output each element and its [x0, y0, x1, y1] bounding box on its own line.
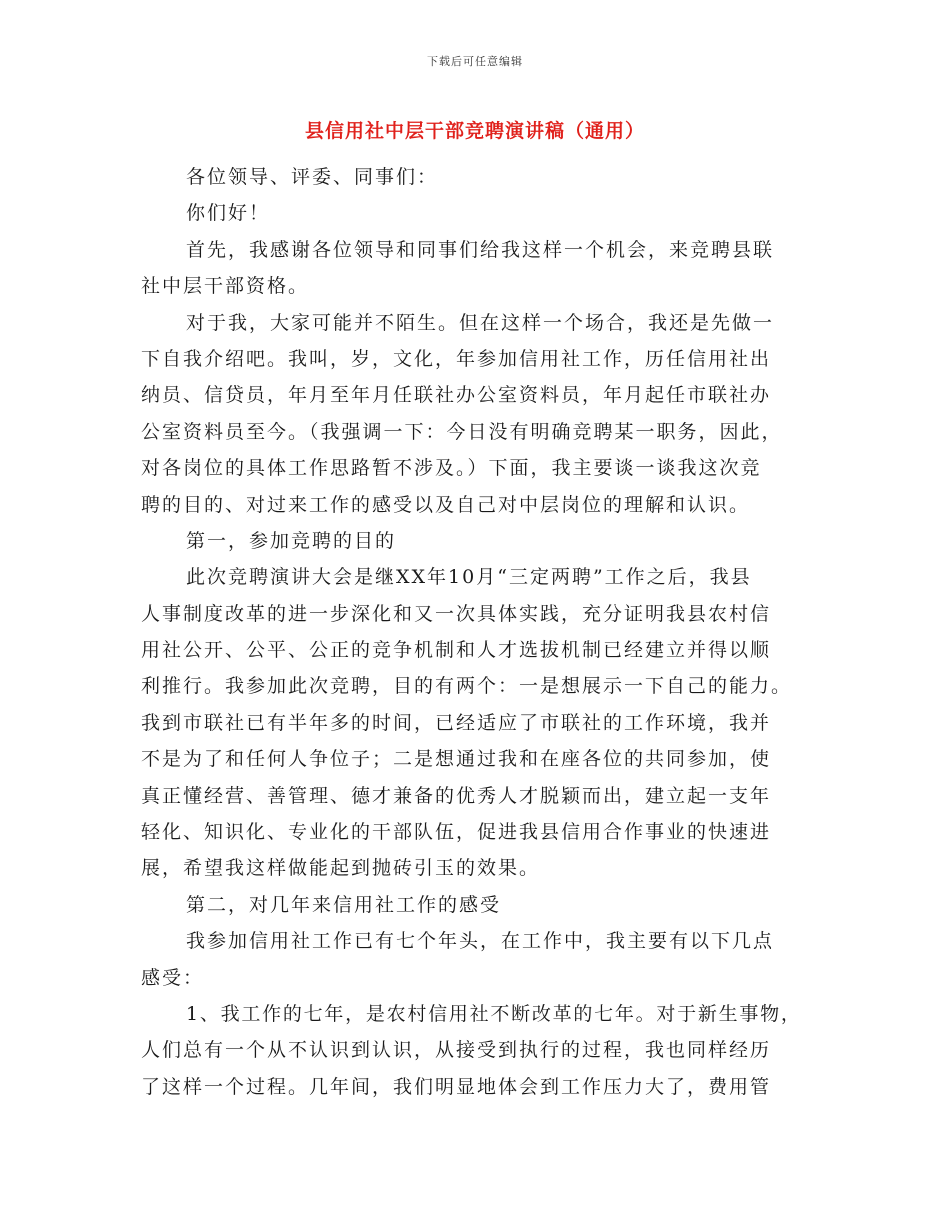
- paragraph-line: 第二，对几年来信用社工作的感受: [186, 893, 502, 916]
- paragraph-line: 了这样一个过程。几年间，我们明显地体会到工作压力大了，费用管: [141, 1075, 772, 1098]
- paragraph-line: 我到市联社已有半年多的时间，已经适应了市联社的工作环境，我并: [141, 711, 772, 734]
- paragraph-line: 首先，我感谢各位领导和同事们给我这样一个机会，来竞聘县联: [186, 238, 775, 261]
- paragraph-line: 纳员、信贷员，年月至年月任联社办公室资料员，年月起任市联社办: [141, 384, 772, 407]
- paragraph-line: 此次竞聘演讲大会是继XX年10月“三定两聘”工作之后，我县: [186, 566, 752, 589]
- paragraph-line: 对于我，大家可能并不陌生。但在这样一个场合，我还是先做一: [186, 311, 775, 334]
- paragraph-line: 公室资料员至今。（我强调一下：今日没有明确竞聘某一职务，因此，: [141, 420, 783, 443]
- paragraph-line: 第一，参加竞聘的目的: [186, 529, 397, 552]
- paragraph-line: 你们好！: [186, 202, 271, 225]
- page-header-note: 下载后可任意编辑: [427, 55, 523, 68]
- paragraph-line: 展，希望我这样做能起到抛砖引玉的效果。: [141, 857, 541, 880]
- paragraph-line: 我参加信用社工作已有七个年头，在工作中，我主要有以下几点: [186, 930, 775, 953]
- document-title: 县信用社中层干部竞聘演讲稿（通用）: [304, 120, 645, 142]
- paragraph-line: 各位领导、评委、同事们：: [186, 166, 439, 188]
- paragraph-line: 不是为了和任何人争位子；二是想通过我和在座各位的共同参加，使: [141, 748, 772, 771]
- paragraph-line: 下自我介绍吧。我叫，岁，文化，年参加信用社工作，历任信用社出: [141, 347, 772, 370]
- paragraph-line: 人们总有一个从不认识到认识，从接受到执行的过程，我也同样经历: [141, 1039, 772, 1062]
- paragraph-line: 利推行。我参加此次竞聘，目的有两个：一是想展示一下自己的能力。: [141, 675, 793, 698]
- paragraph-line: 感受：: [141, 966, 205, 989]
- paragraph-line: 用社公开、公平、公正的竞争机制和人才选拔机制已经建立并得以顺: [141, 639, 772, 662]
- paragraph-line: 聘的目的、对过来工作的感受以及自己对中层岗位的理解和认识。: [141, 493, 751, 516]
- paragraph-line: 社中层干部资格。: [141, 275, 310, 298]
- paragraph-line: 人事制度改革的进一步深化和又一次具体实践，充分证明我县农村信: [141, 602, 772, 625]
- paragraph-line: 1、我工作的七年，是农村信用社不断改革的七年。对于新生事物，: [186, 1002, 802, 1025]
- document-body: [141, 159, 806, 1105]
- paragraph-line: 轻化、知识化、专业化的干部队伍，促进我县信用合作事业的快速进: [141, 821, 772, 844]
- paragraph-line: 真正懂经营、善管理、德才兼备的优秀人才脱颖而出，建立起一支年: [141, 784, 772, 807]
- paragraph-line: 对各岗位的具体工作思路暂不涉及。）下面，我主要谈一谈我这次竞: [141, 457, 762, 480]
